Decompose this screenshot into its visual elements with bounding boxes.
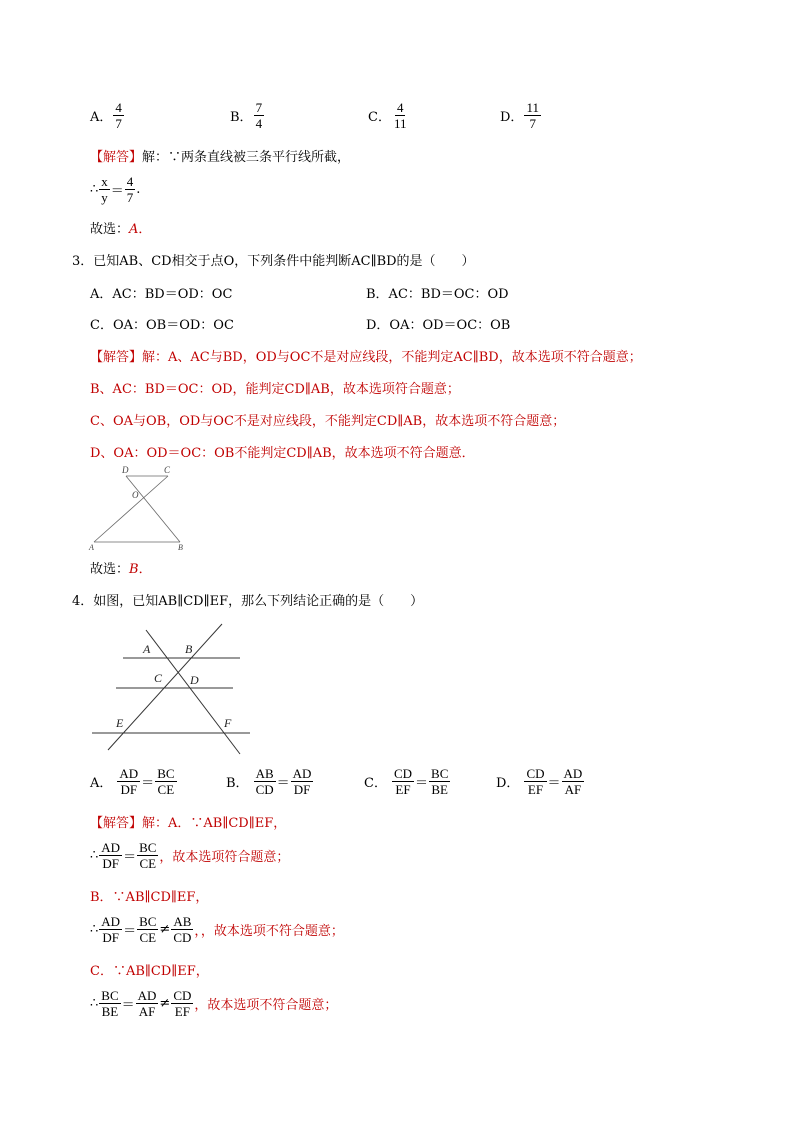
equals: ＝	[110, 184, 124, 199]
solution-text: ，故本选项符合题意；	[159, 850, 290, 865]
fraction: $\frac{AD}{AF}$	[137, 988, 157, 1019]
not-equal: ≠	[159, 922, 171, 937]
solution-text: 解：A、AC与BD，OD与OC不是对应线段，不能判定AC∥BD，故本选项不符合题意；	[142, 350, 642, 365]
q4-solution-b-body	[90, 914, 344, 945]
q4-option-d[interactable]	[496, 766, 585, 797]
q2-options	[90, 100, 542, 131]
fraction: $\frac{AD}{DF}$	[101, 914, 121, 945]
q3-option-d[interactable]: D．OA：OD＝OC：OB	[366, 318, 511, 333]
fraction: $\frac{AD}{DF}$	[292, 766, 312, 797]
q4-option-c[interactable]	[364, 766, 496, 797]
therefore-symbol: ∴	[90, 182, 99, 197]
q3-solution-line-2: B、AC：BD＝OC：OD，能判定CD∥AB，故本选项符合题意；	[90, 382, 460, 397]
label-o: O	[132, 490, 139, 500]
q3-stem: 3．已知AB、CD相交于点O，下列条件中能判断AC∥BD的是（ ）	[72, 254, 475, 269]
equals: ＝	[415, 776, 429, 791]
fraction: $\frac{7}{4}$	[255, 100, 263, 131]
segment-ca	[94, 476, 168, 542]
option-label: C．	[364, 776, 387, 791]
q3-solution-line-1	[90, 346, 642, 365]
q4-figure	[88, 618, 258, 758]
label-b: B	[178, 543, 183, 552]
segment-db	[126, 476, 180, 542]
solution-tag: 【解答】	[90, 350, 143, 365]
equals: ＝	[123, 924, 137, 939]
answer-letter: A	[129, 222, 139, 237]
option-label: C．	[368, 110, 391, 125]
equals: ＝	[141, 776, 155, 791]
answer-end: ．	[138, 222, 152, 237]
option-label: D．	[496, 776, 520, 791]
option-label: A．	[90, 110, 113, 125]
q4-solution-c-body	[90, 988, 337, 1019]
fraction: $\frac{BC}{CE}$	[157, 766, 175, 797]
fraction: $\frac{AD}{DF}$	[101, 840, 121, 871]
answer-prefix: 故选：	[90, 562, 130, 577]
option-label: B．	[230, 110, 253, 125]
answer-letter: B	[129, 562, 139, 577]
q2-answer	[90, 218, 151, 237]
q4-solution-b-head: B．∵AB∥CD∥EF，	[90, 890, 209, 905]
therefore-symbol: ∴	[90, 848, 99, 863]
fraction: $\frac{11}{7}$	[526, 100, 539, 131]
q2-result	[90, 174, 140, 205]
equals: ＝	[276, 776, 290, 791]
equals: ＝	[123, 850, 137, 865]
period: .	[136, 182, 141, 197]
q3-option-c[interactable]: C．OA：OB＝OD：OC	[90, 318, 234, 333]
q3-answer	[90, 558, 152, 577]
fraction: $\frac{CD}{EF}$	[526, 766, 545, 797]
q3-solution-line-4: D、OA：OD＝OC：OB不能判定CD∥AB，故本选项不符合题意．	[90, 446, 475, 461]
q3-figure	[86, 464, 196, 554]
fraction: $\frac{BC}{CE}$	[139, 914, 157, 945]
equals: ＝	[121, 998, 135, 1013]
q2-option-b[interactable]	[230, 100, 368, 131]
fraction: $\frac{BC}{BE}$	[431, 766, 449, 797]
solution-text: ，故本选项不符合题意；	[194, 998, 338, 1013]
q3-option-b[interactable]: B．AC：BD＝OC：OD	[366, 287, 509, 302]
option-label: D．	[500, 110, 524, 125]
label-c: C	[164, 465, 171, 475]
answer-end: ．	[138, 562, 152, 577]
fraction: $\frac{CD}{EF}$	[173, 988, 192, 1019]
q4-solution-a-head	[90, 812, 286, 831]
label-e: E	[116, 716, 124, 730]
q4-solution-c-head: C．∵AB∥CD∥EF，	[90, 964, 209, 979]
option-label: A．	[90, 776, 113, 791]
q2-option-c[interactable]	[368, 100, 500, 131]
q4-option-b[interactable]	[226, 766, 364, 797]
label-a: A	[89, 543, 94, 552]
label-a: A	[143, 642, 151, 656]
label-f: F	[224, 716, 232, 730]
fraction: $\frac{AD}{AF}$	[563, 766, 583, 797]
fraction: $\frac{4}{7}$	[126, 174, 134, 205]
fraction: $\frac{CD}{EF}$	[393, 766, 413, 797]
therefore-symbol: ∴	[90, 922, 99, 937]
q2-solution	[90, 146, 350, 165]
q2-option-d[interactable]	[500, 100, 542, 131]
solution-text: 解：A．∵AB∥CD∥EF，	[142, 816, 287, 831]
q2-option-a[interactable]	[90, 100, 230, 131]
q3-solution-line-3: C、OA与OB，OD与OC不是对应线段，不能判定CD∥AB，故本选项不符合题意；	[90, 414, 566, 429]
solution-text: 解：∵两条直线被三条平行线所截，	[142, 150, 351, 165]
fraction: $\frac{AD}{DF}$	[119, 766, 139, 797]
fraction: $\frac{AB}{CD}$	[255, 766, 274, 797]
q3-option-a[interactable]: A．AC：BD＝OD：OC	[90, 287, 233, 302]
transversal-2	[108, 624, 222, 750]
fraction: $\frac{BC}{BE}$	[101, 988, 119, 1019]
solution-text: ，，故本选项不符合题意；	[194, 924, 344, 939]
label-b: B	[185, 642, 193, 656]
option-label: B．	[226, 776, 249, 791]
fraction: $\frac{x}{y}$	[101, 174, 108, 205]
fraction: $\frac{4}{11}$	[393, 100, 407, 131]
q4-options	[90, 766, 585, 797]
fraction: $\frac{AB}{CD}$	[173, 914, 192, 945]
label-d: D	[122, 465, 129, 475]
solution-tag: 【解答】	[90, 816, 143, 831]
fraction: $\frac{4}{7}$	[115, 100, 122, 131]
q4-stem: 4．如图，已知AB∥CD∥EF，那么下列结论正确的是（ ）	[72, 594, 424, 609]
label-c: C	[154, 671, 163, 685]
label-d: D	[190, 673, 199, 687]
therefore-symbol: ∴	[90, 996, 99, 1011]
equals: ＝	[547, 776, 561, 791]
q4-solution-a-body	[90, 840, 289, 871]
not-equal: ≠	[159, 996, 171, 1011]
answer-prefix: 故选：	[90, 222, 130, 237]
q4-option-a[interactable]	[90, 766, 226, 797]
solution-tag: 【解答】	[90, 150, 143, 165]
fraction: $\frac{BC}{CE}$	[139, 840, 157, 871]
